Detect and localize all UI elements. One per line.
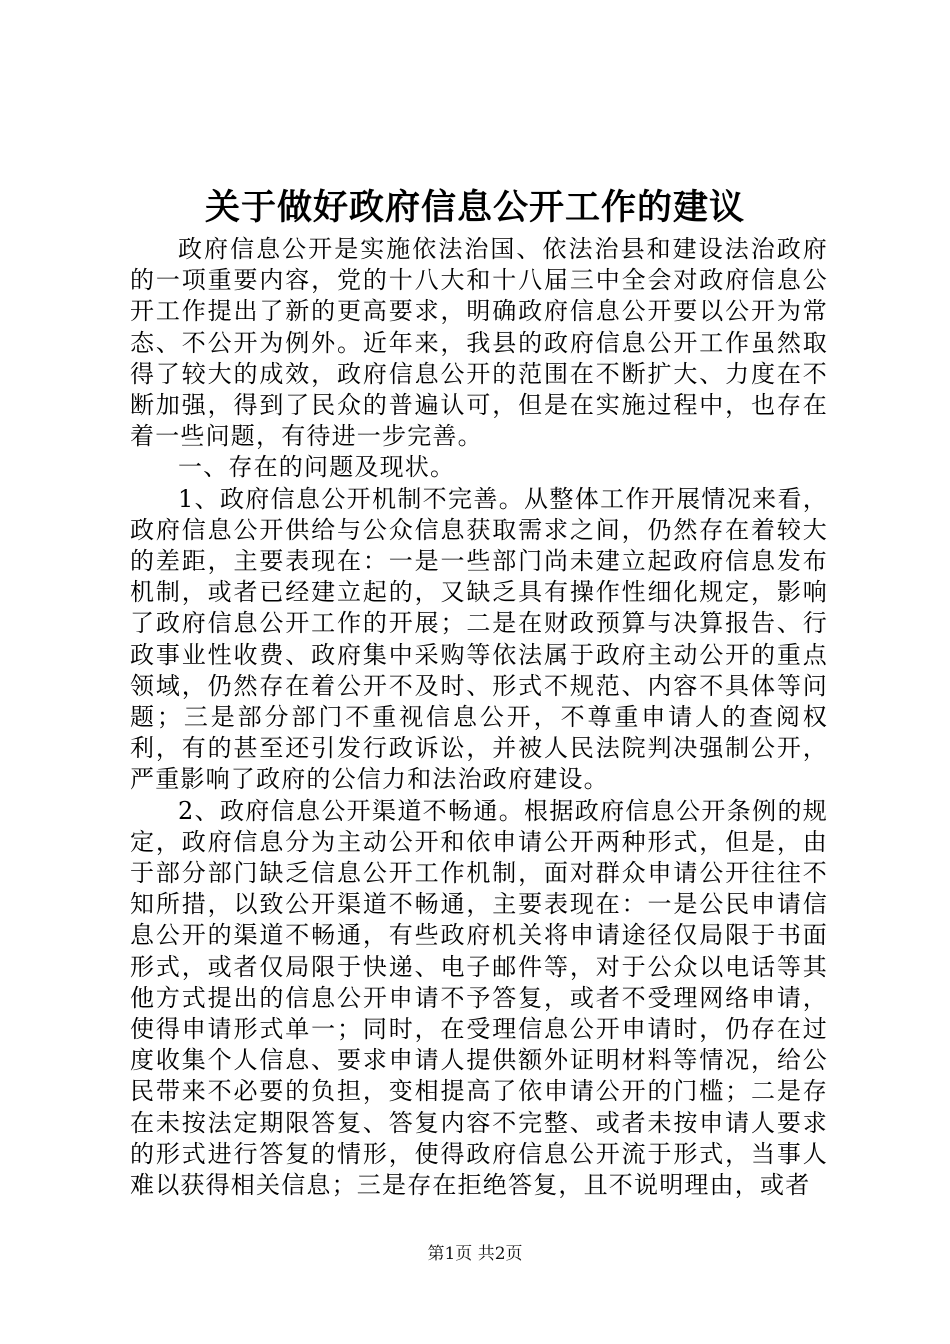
page-number: 第1页 共2页	[427, 1244, 523, 1264]
document-title: 关于做好政府信息公开工作的建议	[204, 187, 745, 228]
paragraph-section-heading: 一、存在的问题及现状。	[178, 453, 456, 482]
paragraph-point-2: 2、政府信息公开渠道不畅通。根据政府信息公开条例的规定，政府信息分为主动公开和依申请公开两种形式，但是，由于部分部门缺乏信息公开工作机制，面对群众申请公开往往不知所措，以致公开渠道不畅通，主要表现在：一是公民申请信息公开的渠道不畅通，有些政府机关将申请途径仅局限于书面形式，或者仅局限于快递、电子邮件等，对于公众以电话等其他方式提出的信息公开申请不予答复，或者不受理网络申请，使得申请形式单一；同时，在受理信息公开申请时，仍存在过度收集个人信息、要求申请人提供额外证明材料等情况，给公民带来不必要的负担，变相提高了依申请公开的门槛；二是存在未按法定期限答复、答复内容不完整、或者未按申请人要求的形式进行答复的情形，使得政府信息公开流于形式，当事人难以获得相关信息；三是存在拒绝答复，且不说明理由，或者	[130, 796, 828, 1200]
paragraph-intro: 政府信息公开是实施依法治国、依法治县和建设法治政府的一项重要内容，党的十八大和十八届三中全会对政府信息公开工作提出了新的更高要求，明确政府信息公开要以公开为常态、不公开为例外。近年来，我县的政府信息公开工作虽然取得了较大的成效，政府信息公开的范围在不断扩大、力度在不断加强，得到了民众的普遍认可，但是在实施过程中，也存在着一些问题，有待进一步完善。	[130, 235, 828, 451]
document-body	[130, 234, 828, 1201]
paragraph-point-1: 1、政府信息公开机制不完善。从整体工作开展情况来看，政府信息公开供给与公众信息获取需求之间，仍然存在着较大的差距，主要表现在：一是一些部门尚未建立起政府信息发布机制，或者已经建立起的，又缺乏具有操作性细化规定，影响了政府信息公开工作的开展；二是在财政预算与决算报告、行政事业性收费、政府集中采购等依法属于政府主动公开的重点领域，仍然存在着公开不及时、形式不规范、内容不具体等问题；三是部分部门不重视信息公开，不尊重申请人的查阅权利，有的甚至还引发行政诉讼，并被人民法院判决强制公开，严重影响了政府的公信力和法治政府建设。	[130, 484, 828, 794]
